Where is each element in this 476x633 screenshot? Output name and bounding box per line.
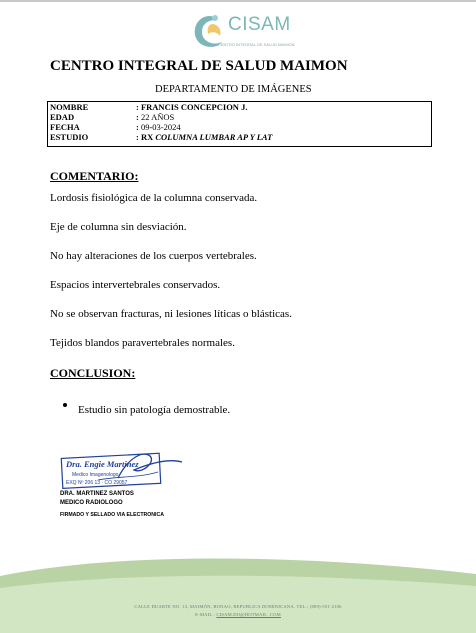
study-prefix: : RX: [136, 132, 154, 142]
age-value: 22 AÑOS: [140, 112, 175, 122]
signature-doctor-name: DRA. MARTINEZ SANTOS: [60, 491, 134, 497]
top-border: [0, 0, 476, 2]
comment-heading: COMENTARIO:: [50, 169, 139, 183]
comment-line: Lordosis fisiológica de la columna conservada.: [50, 192, 258, 204]
age-separator: :: [136, 112, 139, 122]
comment-line: No hay alteraciones de los cuerpos vertebrales.: [50, 250, 257, 262]
date-label: FECHA: [50, 122, 80, 132]
stamp-title: Medico Imagenologo: [72, 472, 119, 478]
footer-wave: [0, 556, 476, 633]
signature-doctor-role: MEDICO RADIOLOGO: [60, 500, 123, 506]
comment-line: Tejidos blandos paravertebrales normales.: [50, 337, 235, 349]
footer-email-link[interactable]: CISAM.DO@HOTMAIL .COM: [216, 612, 281, 617]
study-value: COLUMNA LUMBAR AP Y LAT: [155, 132, 273, 142]
footer-email-line: [0, 612, 476, 617]
signature-stamp: [58, 448, 188, 490]
age-label: EDAD: [50, 112, 75, 122]
page-title: CENTRO INTEGRAL DE SALUD MAIMON: [50, 58, 348, 74]
footer-email-label: E-MAIL :: [195, 612, 216, 617]
name-label: NOMBRE: [50, 102, 89, 112]
date-value: 09-03-2024: [140, 122, 181, 132]
stamp-exequatur: EXQ Nº 206 13 · CO 29057: [66, 480, 128, 486]
conclusion-heading: CONCLUSION:: [50, 366, 136, 380]
bullet-icon: [63, 403, 67, 407]
stamp-name: Dra. Engie Martinez: [66, 459, 139, 469]
logo-tagline: CENTRO INTEGRAL DE SALUD MAIMON: [218, 42, 295, 47]
date-separator: :: [136, 122, 139, 132]
department-subtitle: DEPARTAMENTO DE IMÁGENES: [155, 84, 312, 95]
comment-line: Eje de columna sin desviación.: [50, 221, 187, 233]
comment-line: Espacios intervertebrales conservados.: [50, 279, 221, 291]
signature-note: FIRMADO Y SELLADO VIA ELECTRONICA: [60, 512, 164, 518]
name-value: : FRANCIS CONCEPCION J.: [136, 102, 248, 112]
conclusion-item: Estudio sin patología demostrable.: [78, 404, 231, 416]
patient-info-box: [47, 101, 432, 147]
cisam-logo: [190, 12, 300, 54]
footer-address: CALLE DUARTE NO. 13, MAIMÓN, BONAO, REPUBLICA DOMINICANA, TEL.: (809)-551-2106: [134, 604, 342, 609]
study-label: ESTUDIO: [50, 132, 89, 142]
logo-wordmark: CISAM: [228, 14, 291, 35]
comment-line: No se observan fracturas, ni lesiones líticas o blásticas.: [50, 308, 292, 320]
